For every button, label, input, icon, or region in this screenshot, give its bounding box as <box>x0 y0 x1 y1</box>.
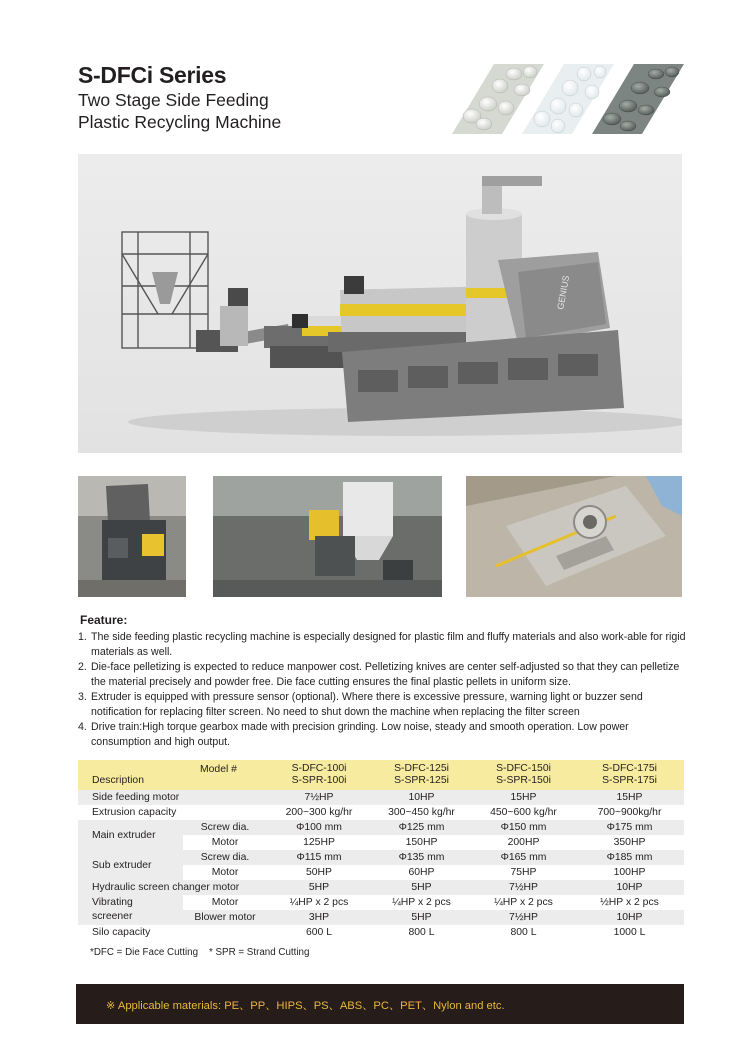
model-spr: S-SPR-175i <box>602 775 657 786</box>
table-cell: 15HP <box>472 790 575 805</box>
table-cell: 700~900kg/hr <box>575 805 684 820</box>
die-face-cutter-photo <box>466 476 682 597</box>
row-label: Side feeding motor <box>78 790 267 805</box>
table-row <box>78 805 684 820</box>
svg-text:GENIUS: GENIUS <box>555 274 572 311</box>
row-sublabel: Blower motor <box>183 910 267 925</box>
side-feeder-hopper-photo <box>213 476 442 597</box>
table-cell: Φ100 mm <box>267 820 371 835</box>
page-title: S-DFCi Series <box>78 62 227 88</box>
feature-item <box>78 720 686 750</box>
table-cell: ¼HP x 2 pcs <box>267 895 371 910</box>
table-cell: ¼HP x 2 pcs <box>472 895 575 910</box>
applicable-materials-text: ※ Applicable materials: PE、PP、HIPS、PS、ABS、PC、PET、Nylon and etc. <box>106 1000 505 1012</box>
row-sublabel: Motor <box>183 895 267 910</box>
subtitle-line-2: Plastic Recycling Machine <box>78 112 282 132</box>
model-spr: S-SPR-100i <box>291 775 347 786</box>
row-label: Silo capacity <box>78 925 267 940</box>
table-header-row <box>78 760 684 790</box>
model-column-header <box>472 760 575 790</box>
feature-text: Drive train:High torque gearbox made with precision grinding. Low noise, steady and smooth operation. Low power consumption and high output. <box>91 721 629 748</box>
table-cell: 200HP <box>472 835 575 850</box>
model-spr: S-SPR-125i <box>394 775 449 786</box>
table-row <box>78 850 684 865</box>
table-cell: 3HP <box>267 910 371 925</box>
plastic-pellets-image <box>434 64 684 134</box>
table-cell: ¼HP x 2 pcs <box>371 895 472 910</box>
table-cell: 60HP <box>371 865 472 880</box>
feature-number: 4. <box>78 721 87 733</box>
model-dfc: S-DFC-175i <box>602 763 657 774</box>
row-sublabel: Screw dia. <box>183 850 267 865</box>
crusher-machine-photo <box>78 476 186 597</box>
table-cell: 450~600 kg/hr <box>472 805 575 820</box>
row-sublabel: Screw dia. <box>183 820 267 835</box>
model-column-header <box>371 760 472 790</box>
table-cell: 7½HP <box>472 880 575 895</box>
model-label: Model # <box>200 764 237 775</box>
table-cell: Φ175 mm <box>575 820 684 835</box>
table-cell: 10HP <box>575 910 684 925</box>
model-spr: S-SPR-150i <box>496 775 551 786</box>
table-row <box>78 790 684 805</box>
table-row <box>78 880 684 895</box>
table-cell: 5HP <box>371 880 472 895</box>
table-cell: 800 L <box>371 925 472 940</box>
description-label: Description <box>92 775 144 786</box>
table-cell: 125HP <box>267 835 371 850</box>
table-cell: 100HP <box>575 865 684 880</box>
subtitle-line-1: Two Stage Side Feeding <box>78 90 269 110</box>
row-group-label-line: screener <box>92 911 133 922</box>
table-cell: 7½HP <box>267 790 371 805</box>
table-cell: Φ150 mm <box>472 820 575 835</box>
feature-item <box>78 690 686 720</box>
row-label: Extrusion capacity <box>78 805 267 820</box>
feature-number: 3. <box>78 691 87 703</box>
table-row <box>78 925 684 940</box>
feature-list <box>78 630 686 750</box>
row-sublabel: Motor <box>183 835 267 850</box>
feature-item <box>78 660 686 690</box>
model-dfc: S-DFC-150i <box>496 763 551 774</box>
table-cell: 800 L <box>472 925 575 940</box>
row-group-label-line: Vibrating <box>92 897 133 908</box>
table-cell: 1000 L <box>575 925 684 940</box>
row-label: Hydraulic screen changer motor <box>78 880 267 895</box>
table-cell: Φ185 mm <box>575 850 684 865</box>
feature-heading: Feature: <box>80 613 128 627</box>
row-group-label <box>78 895 183 925</box>
table-cell: Φ115 mm <box>267 850 371 865</box>
feature-text: The side feeding plastic recycling machine is especially designed for plastic film and fluffy materials and also work-able for rigid materials as well. <box>91 631 686 658</box>
feature-number: 2. <box>78 661 87 673</box>
table-row <box>78 820 684 835</box>
table-cell: 5HP <box>267 880 371 895</box>
table-cell: Φ135 mm <box>371 850 472 865</box>
spec-table <box>78 760 684 940</box>
table-cell: 350HP <box>575 835 684 850</box>
table-cell: 5HP <box>371 910 472 925</box>
model-column-header <box>267 760 371 790</box>
table-cell: 7½HP <box>472 910 575 925</box>
table-row <box>78 895 684 910</box>
table-cell: 15HP <box>575 790 684 805</box>
feature-text: Die-face pelletizing is expected to reduce manpower cost. Pelletizing knives are center self-adjusted so that they can pelletize the material precisely and powder free. Die face cutting ensures the final plastic pellets in uniform size. <box>91 661 680 688</box>
feature-item <box>78 630 686 660</box>
feature-text: Extruder is equipped with pressure sensor (optional). Where there is excessive pressure, warning light or buzzer send notification for replacing filter screen. No need to shut down the machine when replacing the filter screen <box>91 691 643 718</box>
recycling-machine-hero-image <box>78 154 682 453</box>
table-cell: 50HP <box>267 865 371 880</box>
footnote: *DFC = Die Face Cutting * SPR = Strand Cutting <box>90 947 310 958</box>
table-cell: 150HP <box>371 835 472 850</box>
table-cell: 10HP <box>371 790 472 805</box>
table-cell: 600 L <box>267 925 371 940</box>
model-dfc: S-DFC-125i <box>394 763 449 774</box>
table-cell: ½HP x 2 pcs <box>575 895 684 910</box>
table-cell: 300~450 kg/hr <box>371 805 472 820</box>
table-cell: 10HP <box>575 880 684 895</box>
table-cell: Φ165 mm <box>472 850 575 865</box>
feature-number: 1. <box>78 631 87 643</box>
model-column-header <box>575 760 684 790</box>
row-group-label: Sub extruder <box>78 850 183 880</box>
table-cell: Φ125 mm <box>371 820 472 835</box>
table-cell: 200~300 kg/hr <box>267 805 371 820</box>
row-sublabel: Motor <box>183 865 267 880</box>
model-dfc: S-DFC-100i <box>291 763 347 774</box>
model-description-header <box>78 760 267 790</box>
table-cell: 75HP <box>472 865 575 880</box>
row-group-label: Main extruder <box>78 820 183 850</box>
